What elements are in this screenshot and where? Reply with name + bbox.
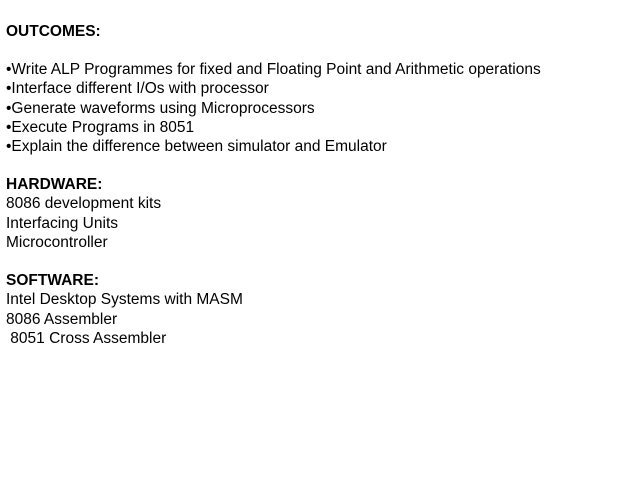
list-item: •Explain the difference between simulator and Emulator <box>6 138 387 156</box>
list-item: 8086 Assembler <box>6 310 118 328</box>
outcomes-list <box>6 60 632 156</box>
spacer <box>6 252 632 271</box>
outcomes-section <box>6 22 632 156</box>
list-item: Microcontroller <box>6 234 108 252</box>
slide-document <box>6 22 632 348</box>
list-item: Intel Desktop Systems with MASM <box>6 291 243 309</box>
hardware-section <box>6 175 632 252</box>
list-item: 8051 Cross Assembler <box>6 329 167 347</box>
spacer <box>6 41 632 60</box>
software-heading: SOFTWARE: <box>6 272 99 290</box>
spacer <box>6 156 632 175</box>
list-item: •Execute Programs in 8051 <box>6 118 195 136</box>
list-item: •Write ALP Programmes for fixed and Floating Point and Arithmetic operations <box>6 61 541 78</box>
hardware-heading: HARDWARE: <box>6 176 103 194</box>
list-item: •Generate waveforms using Microprocessors <box>6 99 315 117</box>
software-list <box>6 290 632 348</box>
software-section <box>6 271 632 348</box>
list-item: •Interface different I/Os with processor <box>6 80 269 98</box>
hardware-list <box>6 194 632 252</box>
list-item: 8086 development kits <box>6 195 162 213</box>
list-item: Interfacing Units <box>6 214 118 232</box>
outcomes-heading: OUTCOMES: <box>6 23 101 40</box>
